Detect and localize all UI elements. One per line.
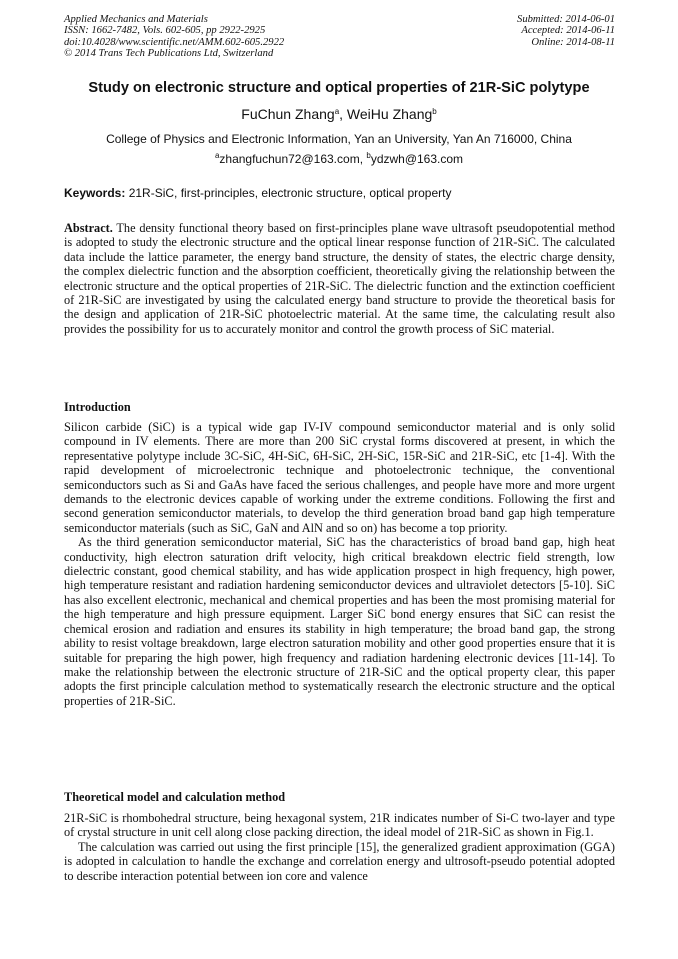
section-heading-theory: Theoretical model and calculation method [64, 790, 286, 804]
affiliation-marker: b [432, 107, 437, 116]
paragraph: The calculation was carried out using the first principle [15], the generalized gradient approximation (GGA) is adopted in calculation to handle the exchange and correlation energy and ultrosoft-pseudo potential adopted to describe interaction potential between ion core and valence [64, 839, 615, 883]
author-separator: , [339, 106, 347, 122]
paragraph: 21R-SiC is rhombohedral structure, being hexagonal system, 21R indicates number of Si-C two-layer and type of crystal structure in unit cell along close packing direction, the ideal model of 21R-SiC as shown in Fig.1. [64, 811, 615, 840]
author-name: WeiHu Zhang [346, 106, 433, 122]
paragraph: As the third generation semiconductor material, SiC has the characteristics of broad band gap, high heat conductivity, high electron saturation drift velocity, high critical breakdown electric field strength, low dielectric constant, good chemical stability, and has wide application prospect in high frequency, high power, high temperature resistant and radiation hardening semiconductor devices and ultraviolet detectors [5-10]. SiC has also excellent electronic, mechanical and chemical properties and has been the most promising material for the high temperature and high pressure equipment. Larger SiC bond energy ensures that SiC can resist the chemical erosion and radiation and ensures its stability in high temperature; the broad band gap, the strong ability to resist voltage breakdown, large electron saturation mobility and other good properties ensure that it is suitable for preparing the high power, high frequency and radiation hardening electronic devices [11-14]. To make the relationship between the electronic structure of 21R-SiC and the optical property clear, this paper adopts the first principle calculation method to systematically research the electronic structure and the optical properties of 21R-SiC. [64, 535, 615, 708]
doi-line: doi:10.4028/www.scientific.net/AMM.602-605.2922 [64, 36, 285, 48]
abstract-label: Abstract. [64, 221, 113, 235]
keywords [64, 186, 615, 200]
email-link[interactable]: ydzwh@163.com [370, 152, 464, 166]
paper-title: Study on electronic structure and optical properties of 21R-SiC polytype [88, 80, 590, 96]
abstract-paragraph [64, 221, 615, 336]
journal-name: Applied Mechanics and Materials [64, 14, 208, 25]
keywords-text: 21R-SiC, first-principles, electronic structure, optical property [125, 186, 452, 200]
author-list [40, 106, 638, 122]
section-heading-introduction: Introduction [64, 400, 131, 414]
copyright-line: © 2014 Trans Tech Publications Ltd, Switzerland [64, 48, 274, 60]
email-marker: b [366, 151, 371, 160]
email-marker: a [214, 151, 220, 160]
author-emails [40, 152, 638, 166]
submitted-date: Submitted: 2014-06-01 [517, 14, 615, 25]
affiliation: College of Physics and Electronic Information, Yan an University, Yan An 716000, China [106, 132, 572, 146]
accepted-date: Accepted: 2014-06-11 [521, 25, 615, 37]
journal-info [64, 14, 284, 60]
email-link[interactable]: zhangfuchun72@163.com [219, 152, 360, 166]
issn-line: ISSN: 1662-7482, Vols. 602-605, pp 2922-2925 [64, 25, 266, 37]
paragraph: Silicon carbide (SiC) is a typical wide gap IV-IV compound semiconductor material and is only solid compound in IV elements. There are more than 200 SiC crystal forms discovered at present, in which the representative polytype include 3C-SiC, 4H-SiC, 6H-SiC, 2H-SiC, 15R-SiC and 21R-SiC, etc [1-4]. With the rapid development of microelectronic technique and photoelectronic technique, the conventional semiconductors such as Si and GaAs have faced the serious challenges, and people have more and more urgent demands to the electronic devices capable of working under the extreme conditions. Following the first and second generation semiconductor materials, to develop the third generation broad band gap high temperature semiconductor materials (such as SiC, GaN and AlN and so on) has become a top priority. [64, 420, 615, 535]
online-date: Online: 2014-08-11 [531, 36, 615, 48]
author-name: FuChun Zhang [241, 106, 335, 122]
publication-dates [517, 14, 615, 48]
introduction-body [64, 420, 615, 708]
affiliation-marker: a [334, 107, 340, 116]
email-separator: , [359, 152, 367, 166]
theory-body [64, 811, 615, 883]
abstract-text: The density functional theory based on first-principles plane wave ultrasoft pseudopotential method is adopted to study the electronic structure and the optical linear response function of 21R-SiC. The calculated data include the lattice parameter, the energy band structure, the density of states, the electric charge density, the complex dielectric function and the absorption coefficient, theoretically giving the relationship between the electronic structure and the optical properties of 21R-SiC. The dielectric function and the extinction coefficient of 21R-SiC are investigated by using the calculated energy band structure to provide the theoretical basis for the design and application of 21R-SiC photoelectric material. At the same time, the calculating result also provides the possibility for us to accurately monitor and control the growth process of SiC material. [64, 221, 615, 336]
abstract [64, 221, 615, 336]
keywords-label: Keywords: [64, 186, 126, 200]
